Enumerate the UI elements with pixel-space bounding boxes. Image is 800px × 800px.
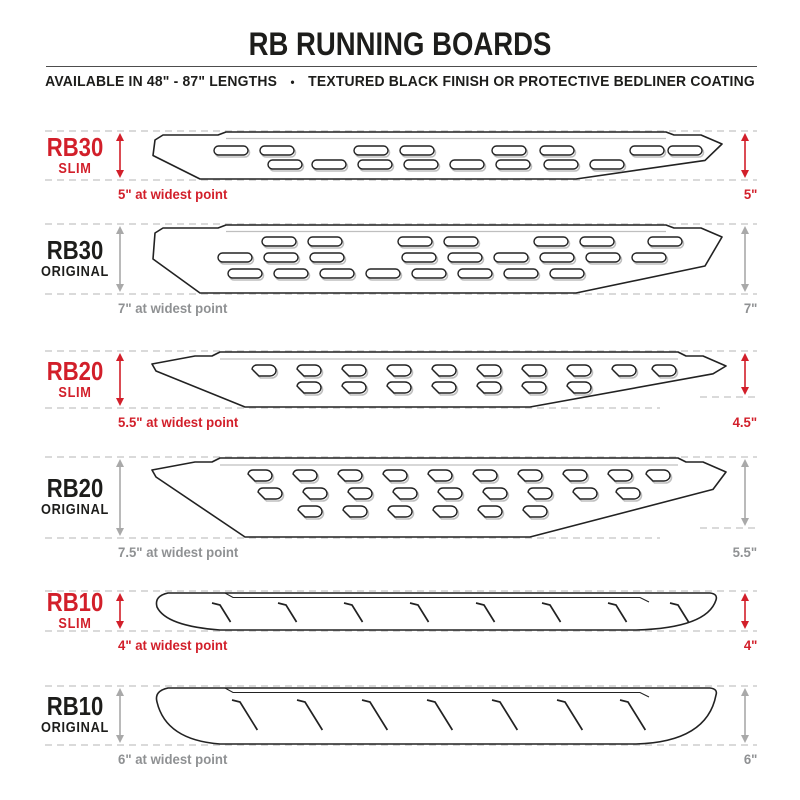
row-label-rb30-slim [0, 134, 150, 178]
board-drawing-rb20-slim [152, 352, 726, 407]
subtitle-bullet: • [290, 75, 295, 89]
row-label-rb20-original [0, 475, 150, 519]
model-name: RB10 [46, 691, 104, 722]
variant-name: SLIM [58, 616, 92, 633]
dim-right-rb10-original: 6" [743, 751, 757, 767]
row-label-rb10-original [0, 693, 150, 737]
variant-name: ORIGINAL [40, 502, 110, 519]
dim-right-rb10-slim: 4" [743, 637, 757, 653]
board-drawing-rb20-original [152, 458, 726, 537]
row-label-rb10-slim [0, 589, 150, 633]
board-drawing-rb10-original [156, 688, 716, 744]
board-drawing-rb10-slim [156, 593, 716, 630]
variant-name: ORIGINAL [40, 720, 110, 737]
dim-left-rb30-slim: 5" at widest point [118, 186, 228, 202]
dim-right-rb20-original: 5.5" [732, 544, 757, 560]
model-name: RB10 [46, 587, 104, 618]
page-title: RB RUNNING BOARDS [248, 26, 552, 62]
model-name: RB30 [46, 132, 104, 163]
dim-left-rb20-original: 7.5" at widest point [118, 544, 239, 560]
row-label-rb30-original [0, 237, 150, 281]
dim-left-rb20-slim: 5.5" at widest point [118, 414, 239, 430]
dim-left-rb30-original: 7" at widest point [118, 300, 228, 316]
variant-name: SLIM [58, 161, 92, 178]
dim-left-rb10-slim: 4" at widest point [118, 637, 228, 653]
board-row-rb30-slim [45, 131, 757, 180]
board-row-rb10-slim [45, 591, 757, 631]
row-label-rb20-slim [0, 358, 150, 402]
variant-name: ORIGINAL [40, 264, 110, 281]
subtitle-lengths: AVAILABLE IN 48" - 87" LENGTHS [45, 74, 278, 90]
board-drawing-rb30-original [153, 225, 722, 293]
board-row-rb20-original [45, 457, 757, 538]
model-name: RB20 [46, 473, 104, 504]
variant-name: SLIM [58, 385, 92, 402]
page-subtitle [16, 74, 784, 90]
model-name: RB20 [46, 356, 104, 387]
board-drawing-rb30-slim [153, 132, 722, 179]
board-row-rb20-slim [45, 351, 757, 408]
board-row-rb30-original [45, 224, 757, 294]
dim-right-rb30-slim: 5" [743, 186, 757, 202]
board-row-rb10-original [45, 686, 757, 745]
subtitle-finish: TEXTURED BLACK FINISH OR PROTECTIVE BEDLINER COATING [308, 74, 755, 90]
model-name: RB30 [46, 235, 104, 266]
dim-right-rb30-original: 7" [743, 300, 757, 316]
dim-right-rb20-slim: 4.5" [732, 414, 757, 430]
dim-left-rb10-original: 6" at widest point [118, 751, 228, 767]
